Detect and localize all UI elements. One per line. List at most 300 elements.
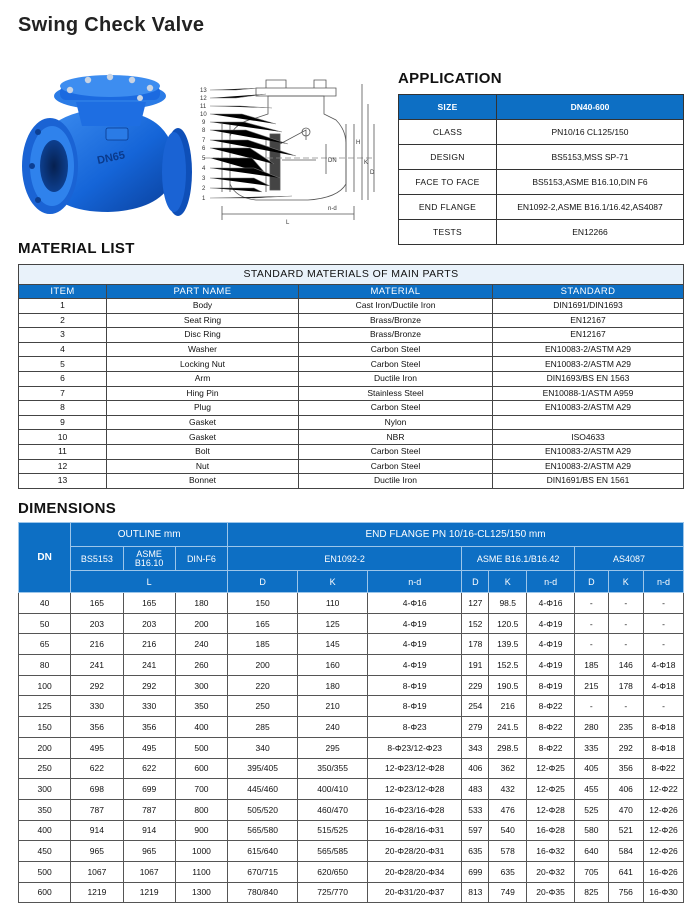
dimension-cell: 8-Φ18 bbox=[644, 737, 684, 758]
dimension-cell: 635 bbox=[462, 841, 489, 862]
callout-2: 2 bbox=[202, 186, 206, 192]
dimension-row bbox=[19, 799, 684, 820]
dimension-cell: 615/640 bbox=[228, 841, 298, 862]
dimension-cell: 455 bbox=[575, 779, 608, 800]
dimension-cell: 900 bbox=[175, 820, 227, 841]
dimension-cell: 597 bbox=[462, 820, 489, 841]
material-row bbox=[19, 401, 684, 416]
dimension-cell: 216 bbox=[123, 634, 175, 655]
dimension-cell: 699 bbox=[462, 861, 489, 882]
dimension-cell: 495 bbox=[71, 737, 123, 758]
dimension-cell: 152 bbox=[462, 613, 489, 634]
dimension-dn-cell: 300 bbox=[19, 779, 71, 800]
dimension-cell: 180 bbox=[298, 675, 368, 696]
dimension-cell: 150 bbox=[228, 593, 298, 614]
material-cell: EN12167 bbox=[493, 313, 684, 328]
callout-6: 6 bbox=[202, 146, 206, 152]
material-cell: 9 bbox=[19, 415, 107, 430]
dimension-cell: 965 bbox=[123, 841, 175, 862]
material-cell: 11 bbox=[19, 444, 107, 459]
dimension-cell: 356 bbox=[71, 717, 123, 738]
application-key: DESIGN bbox=[399, 145, 497, 170]
material-row bbox=[19, 459, 684, 474]
material-cell: Carbon Steel bbox=[299, 459, 493, 474]
dimension-row bbox=[19, 841, 684, 862]
material-cell: Nylon bbox=[299, 415, 493, 430]
dimension-cell: 178 bbox=[608, 675, 644, 696]
dimension-cell: - bbox=[575, 634, 608, 655]
dimension-cell: 525 bbox=[575, 799, 608, 820]
callout-12: 12 bbox=[200, 96, 207, 102]
dim-header-as4087: AS4087 bbox=[575, 547, 684, 571]
material-cell: Ductile Iron bbox=[299, 474, 493, 489]
dimension-cell: 292 bbox=[123, 675, 175, 696]
material-header-cell: ITEM bbox=[19, 285, 107, 299]
dimension-cell: 20-Φ32 bbox=[527, 861, 575, 882]
dimension-cell: 178 bbox=[462, 634, 489, 655]
dim-header-d: D bbox=[228, 571, 298, 593]
dimensions-table bbox=[18, 522, 684, 903]
valve-section-drawing bbox=[196, 74, 386, 232]
dimension-cell: 235 bbox=[608, 717, 644, 738]
dimension-cell: 8-Φ23 bbox=[368, 717, 462, 738]
dimension-cell: 185 bbox=[228, 634, 298, 655]
material-cell: EN10083-2/ASTM A29 bbox=[493, 342, 684, 357]
dim-header-nd: n-d bbox=[527, 571, 575, 593]
callout-1: 1 bbox=[202, 196, 206, 202]
dimension-cell: 641 bbox=[608, 861, 644, 882]
dimension-cell: 12-Φ28 bbox=[527, 799, 575, 820]
material-cell: DIN1691/DIN1693 bbox=[493, 299, 684, 314]
dimension-dn-cell: 400 bbox=[19, 820, 71, 841]
dimension-row bbox=[19, 675, 684, 696]
dimension-cell: 1067 bbox=[123, 861, 175, 882]
dimension-dn-cell: 125 bbox=[19, 696, 71, 717]
dimension-cell: 16-Φ23/16-Φ28 bbox=[368, 799, 462, 820]
dim-label-l: L bbox=[286, 220, 290, 226]
material-cell: 12 bbox=[19, 459, 107, 474]
dimension-cell: 4-Φ19 bbox=[527, 655, 575, 676]
dimension-cell: 914 bbox=[123, 820, 175, 841]
dimension-cell: 165 bbox=[228, 613, 298, 634]
dim-header-nd: n-d bbox=[368, 571, 462, 593]
dimension-cell: 260 bbox=[175, 655, 227, 676]
dim-header-asme-top: ASME bbox=[136, 548, 162, 559]
dimension-cell: 280 bbox=[575, 717, 608, 738]
material-header-row bbox=[19, 285, 684, 299]
callout-4: 4 bbox=[202, 166, 206, 172]
material-cell: Carbon Steel bbox=[299, 342, 493, 357]
dimension-cell: 620/650 bbox=[298, 861, 368, 882]
dimension-cell: 356 bbox=[123, 717, 175, 738]
valve-cast-text: DN65 bbox=[96, 149, 127, 167]
material-cell: Brass/Bronze bbox=[299, 313, 493, 328]
dimension-cell: 4-Φ19 bbox=[527, 634, 575, 655]
dimension-cell: 400 bbox=[175, 717, 227, 738]
material-cell: 6 bbox=[19, 371, 107, 386]
dimension-cell: 16-Φ26 bbox=[644, 861, 684, 882]
application-row bbox=[399, 95, 684, 120]
dimension-cell: - bbox=[644, 696, 684, 717]
dimension-cell: 4-Φ18 bbox=[644, 655, 684, 676]
material-cell bbox=[493, 415, 684, 430]
dimension-cell: 914 bbox=[71, 820, 123, 841]
dimension-cell: 825 bbox=[575, 882, 608, 903]
dimension-cell: 495 bbox=[123, 737, 175, 758]
dimension-cell: 1100 bbox=[175, 861, 227, 882]
dimension-cell: 1219 bbox=[71, 882, 123, 903]
page-title: Swing Check Valve bbox=[18, 14, 205, 36]
dimension-cell: 749 bbox=[489, 882, 527, 903]
dimension-cell: 241 bbox=[71, 655, 123, 676]
application-value: EN1092-2,ASME B16.1/16.42,AS4087 bbox=[497, 195, 684, 220]
dimension-cell: 8-Φ22 bbox=[527, 737, 575, 758]
application-value: PN10/16 CL125/150 bbox=[497, 120, 684, 145]
dimension-cell: 145 bbox=[298, 634, 368, 655]
dimension-cell: 8-Φ19 bbox=[527, 675, 575, 696]
dimension-cell: 210 bbox=[298, 696, 368, 717]
application-key: SIZE bbox=[399, 95, 497, 120]
dimension-row bbox=[19, 655, 684, 676]
dimension-cell: 152.5 bbox=[489, 655, 527, 676]
dimension-cell: 699 bbox=[123, 779, 175, 800]
dimension-cell: 400/410 bbox=[298, 779, 368, 800]
material-row bbox=[19, 357, 684, 372]
dimension-dn-cell: 350 bbox=[19, 799, 71, 820]
dimension-cell: 330 bbox=[123, 696, 175, 717]
material-cell: Washer bbox=[107, 342, 299, 357]
material-cell: DIN1693/BS EN 1563 bbox=[493, 371, 684, 386]
dimension-cell: 241.5 bbox=[489, 717, 527, 738]
material-header-cell: MATERIAL bbox=[299, 285, 493, 299]
dimension-cell: 292 bbox=[71, 675, 123, 696]
dimension-cell: 20-Φ35 bbox=[527, 882, 575, 903]
material-cell: 2 bbox=[19, 313, 107, 328]
material-cell: Hing Pin bbox=[107, 386, 299, 401]
dimension-cell: 185 bbox=[575, 655, 608, 676]
dim-header-k: K bbox=[608, 571, 644, 593]
dimension-cell: 350 bbox=[175, 696, 227, 717]
callout-7: 7 bbox=[202, 138, 206, 144]
application-value: BS5153,ASME B16.10,DIN F6 bbox=[497, 170, 684, 195]
dimension-cell: 4-Φ19 bbox=[368, 634, 462, 655]
dimension-cell: - bbox=[608, 696, 644, 717]
dimension-row bbox=[19, 861, 684, 882]
material-cell: Brass/Bronze bbox=[299, 328, 493, 343]
dimension-cell: 165 bbox=[71, 593, 123, 614]
dimension-cell: 20-Φ28/20-Φ31 bbox=[368, 841, 462, 862]
dimension-cell: 635 bbox=[489, 861, 527, 882]
dimension-cell: 362 bbox=[489, 758, 527, 779]
dimension-cell: 787 bbox=[71, 799, 123, 820]
dimension-dn-cell: 80 bbox=[19, 655, 71, 676]
dimension-cell: 292 bbox=[608, 737, 644, 758]
callout-3: 3 bbox=[202, 176, 206, 182]
application-row bbox=[399, 120, 684, 145]
dim-header-l: L bbox=[71, 571, 228, 593]
dimensions-header-row bbox=[19, 523, 684, 547]
dimension-cell: 330 bbox=[71, 696, 123, 717]
material-cell: EN10083-2/ASTM A29 bbox=[493, 444, 684, 459]
dimension-row bbox=[19, 779, 684, 800]
dimension-cell: 406 bbox=[608, 779, 644, 800]
application-row bbox=[399, 220, 684, 245]
dimension-cell: 16-Φ28 bbox=[527, 820, 575, 841]
material-row bbox=[19, 415, 684, 430]
dim-header-end-flange: END FLANGE PN 10/16-CL125/150 mm bbox=[228, 523, 684, 547]
dimension-cell: 20-Φ31/20-Φ37 bbox=[368, 882, 462, 903]
material-table-title-row bbox=[19, 265, 684, 285]
application-value: EN12266 bbox=[497, 220, 684, 245]
dimension-cell: 125 bbox=[298, 613, 368, 634]
dim-header-d: D bbox=[575, 571, 608, 593]
application-key: END FLANGE bbox=[399, 195, 497, 220]
dimension-cell: 191 bbox=[462, 655, 489, 676]
dimension-cell: 4-Φ19 bbox=[368, 613, 462, 634]
dim-label-d: D bbox=[370, 170, 375, 176]
material-row bbox=[19, 328, 684, 343]
dim-header-asme-flange: ASME B16.1/B16.42 bbox=[462, 547, 575, 571]
material-cell: Gasket bbox=[107, 415, 299, 430]
dimension-cell: 165 bbox=[123, 593, 175, 614]
dimension-row bbox=[19, 634, 684, 655]
dim-header-nd: n-d bbox=[644, 571, 684, 593]
application-table bbox=[398, 94, 684, 245]
dimension-cell: 203 bbox=[123, 613, 175, 634]
dimension-row bbox=[19, 737, 684, 758]
material-row bbox=[19, 386, 684, 401]
dimension-dn-cell: 150 bbox=[19, 717, 71, 738]
dimension-cell: 8-Φ22 bbox=[644, 758, 684, 779]
dimension-cell: 1067 bbox=[71, 861, 123, 882]
dimension-cell: 12-Φ23/12-Φ28 bbox=[368, 758, 462, 779]
dimension-cell: 565/585 bbox=[298, 841, 368, 862]
dim-header-dinf6: DIN-F6 bbox=[175, 547, 227, 571]
dimension-cell: 640 bbox=[575, 841, 608, 862]
dimension-cell: 12-Φ22 bbox=[644, 779, 684, 800]
dim-header-asme-b1610 bbox=[123, 547, 175, 571]
dimension-cell: 515/525 bbox=[298, 820, 368, 841]
dimension-cell: 1219 bbox=[123, 882, 175, 903]
material-table bbox=[18, 264, 684, 489]
material-cell: Body bbox=[107, 299, 299, 314]
dimension-cell: - bbox=[575, 593, 608, 614]
material-cell: Cast Iron/Ductile Iron bbox=[299, 299, 493, 314]
dim-header-d: D bbox=[462, 571, 489, 593]
dimension-cell: - bbox=[608, 613, 644, 634]
dimension-row bbox=[19, 882, 684, 903]
dimension-cell: 146 bbox=[608, 655, 644, 676]
material-cell: NBR bbox=[299, 430, 493, 445]
dimension-cell: 470 bbox=[608, 799, 644, 820]
dimension-row bbox=[19, 613, 684, 634]
dimension-cell: 670/715 bbox=[228, 861, 298, 882]
dimension-cell: 229 bbox=[462, 675, 489, 696]
dimension-cell: - bbox=[608, 593, 644, 614]
dimension-cell: 350/355 bbox=[298, 758, 368, 779]
dimension-cell: 254 bbox=[462, 696, 489, 717]
dimension-cell: 298.5 bbox=[489, 737, 527, 758]
dimension-cell: 127 bbox=[462, 593, 489, 614]
dimension-cell: 406 bbox=[462, 758, 489, 779]
material-cell: Arm bbox=[107, 371, 299, 386]
dimension-cell: 220 bbox=[228, 675, 298, 696]
dimension-cell: 445/460 bbox=[228, 779, 298, 800]
dimension-cell: 813 bbox=[462, 882, 489, 903]
material-header-cell: STANDARD bbox=[493, 285, 684, 299]
dimension-cell: 965 bbox=[71, 841, 123, 862]
dimension-cell: 432 bbox=[489, 779, 527, 800]
dimension-cell: 16-Φ28/16-Φ31 bbox=[368, 820, 462, 841]
material-row bbox=[19, 313, 684, 328]
dimension-cell: 698 bbox=[71, 779, 123, 800]
dimension-cell: 8-Φ18 bbox=[644, 717, 684, 738]
dimension-row bbox=[19, 820, 684, 841]
dim-label-nd: n-d bbox=[328, 206, 337, 212]
dimension-cell: 190.5 bbox=[489, 675, 527, 696]
dimension-cell: 700 bbox=[175, 779, 227, 800]
dimension-cell: 460/470 bbox=[298, 799, 368, 820]
material-row bbox=[19, 430, 684, 445]
callout-5: 5 bbox=[202, 156, 206, 162]
material-cell: 3 bbox=[19, 328, 107, 343]
dimension-cell: - bbox=[575, 613, 608, 634]
dimension-cell: 279 bbox=[462, 717, 489, 738]
material-cell: Disc Ring bbox=[107, 328, 299, 343]
dimension-cell: 780/840 bbox=[228, 882, 298, 903]
dimension-cell: 4-Φ18 bbox=[644, 675, 684, 696]
dimension-cell: 8-Φ22 bbox=[527, 717, 575, 738]
dimension-cell: 356 bbox=[608, 758, 644, 779]
dimension-dn-cell: 250 bbox=[19, 758, 71, 779]
dimension-cell: 240 bbox=[175, 634, 227, 655]
dimension-cell: 215 bbox=[575, 675, 608, 696]
dimension-cell: 8-Φ23/12-Φ23 bbox=[368, 737, 462, 758]
dimension-cell: 120.5 bbox=[489, 613, 527, 634]
material-cell: ISO4633 bbox=[493, 430, 684, 445]
dimension-row bbox=[19, 593, 684, 614]
dimension-dn-cell: 40 bbox=[19, 593, 71, 614]
material-cell: 5 bbox=[19, 357, 107, 372]
material-table-title: STANDARD MATERIALS OF MAIN PARTS bbox=[19, 265, 684, 285]
callout-9: 9 bbox=[202, 120, 206, 126]
dimension-cell: 240 bbox=[298, 717, 368, 738]
material-row bbox=[19, 444, 684, 459]
dimension-cell: 1000 bbox=[175, 841, 227, 862]
material-cell: Carbon Steel bbox=[299, 357, 493, 372]
dimension-cell: 4-Φ19 bbox=[527, 613, 575, 634]
dimension-cell: 340 bbox=[228, 737, 298, 758]
dimension-cell: 4-Φ16 bbox=[527, 593, 575, 614]
dimension-cell: 20-Φ28/20-Φ34 bbox=[368, 861, 462, 882]
dimension-cell: 4-Φ16 bbox=[368, 593, 462, 614]
callout-10: 10 bbox=[200, 112, 207, 118]
dim-header-k: K bbox=[298, 571, 368, 593]
material-cell: Plug bbox=[107, 401, 299, 416]
dimension-cell: 565/580 bbox=[228, 820, 298, 841]
section-title-application: APPLICATION bbox=[398, 70, 502, 87]
dimension-cell: 8-Φ19 bbox=[368, 675, 462, 696]
dimension-cell: - bbox=[644, 634, 684, 655]
dimension-cell: 584 bbox=[608, 841, 644, 862]
dimension-cell: 16-Φ30 bbox=[644, 882, 684, 903]
dimension-cell: 250 bbox=[228, 696, 298, 717]
material-cell: Bolt bbox=[107, 444, 299, 459]
application-value: DN40-600 bbox=[497, 95, 684, 120]
dimension-cell: 800 bbox=[175, 799, 227, 820]
dim-label-h: H bbox=[356, 140, 361, 146]
dimension-cell: 12-Φ26 bbox=[644, 799, 684, 820]
dimension-cell: 200 bbox=[175, 613, 227, 634]
valve-product-illustration bbox=[16, 62, 194, 232]
dimension-cell: - bbox=[575, 696, 608, 717]
material-cell: Nut bbox=[107, 459, 299, 474]
dimension-cell: 521 bbox=[608, 820, 644, 841]
dimension-cell: 200 bbox=[228, 655, 298, 676]
dimension-cell: 4-Φ19 bbox=[368, 655, 462, 676]
material-cell: EN10083-2/ASTM A29 bbox=[493, 459, 684, 474]
application-key: FACE TO FACE bbox=[399, 170, 497, 195]
dimension-cell: 216 bbox=[489, 696, 527, 717]
dimension-cell: 216 bbox=[71, 634, 123, 655]
material-cell: 8 bbox=[19, 401, 107, 416]
material-cell: Bonnet bbox=[107, 474, 299, 489]
dim-header-dn: DN bbox=[19, 523, 71, 593]
dimension-cell: 578 bbox=[489, 841, 527, 862]
application-row bbox=[399, 170, 684, 195]
dimension-cell: 343 bbox=[462, 737, 489, 758]
dimension-cell: - bbox=[608, 634, 644, 655]
dimension-cell: 295 bbox=[298, 737, 368, 758]
material-table-body bbox=[19, 299, 684, 489]
material-cell: Locking Nut bbox=[107, 357, 299, 372]
dimension-row bbox=[19, 758, 684, 779]
material-cell: 10 bbox=[19, 430, 107, 445]
dimension-cell: 8-Φ19 bbox=[368, 696, 462, 717]
material-cell: 1 bbox=[19, 299, 107, 314]
material-row bbox=[19, 371, 684, 386]
material-cell: Stainless Steel bbox=[299, 386, 493, 401]
dimension-cell: 1300 bbox=[175, 882, 227, 903]
material-header-cell: PART NAME bbox=[107, 285, 299, 299]
dimension-cell: 405 bbox=[575, 758, 608, 779]
dimension-cell: 12-Φ23/12-Φ28 bbox=[368, 779, 462, 800]
material-cell: Gasket bbox=[107, 430, 299, 445]
material-cell: EN10083-2/ASTM A29 bbox=[493, 357, 684, 372]
application-key: CLASS bbox=[399, 120, 497, 145]
section-title-dimensions: DIMENSIONS bbox=[18, 500, 117, 517]
dimension-dn-cell: 200 bbox=[19, 737, 71, 758]
dimension-dn-cell: 50 bbox=[19, 613, 71, 634]
callout-8: 8 bbox=[202, 128, 206, 134]
dimension-row bbox=[19, 717, 684, 738]
dimension-cell: 335 bbox=[575, 737, 608, 758]
dimension-cell: 622 bbox=[71, 758, 123, 779]
dimension-cell: 12-Φ26 bbox=[644, 841, 684, 862]
material-cell: DIN1691/BS EN 1561 bbox=[493, 474, 684, 489]
application-row bbox=[399, 195, 684, 220]
dimension-row bbox=[19, 696, 684, 717]
dim-label-k: K bbox=[364, 160, 369, 166]
dimension-cell: 98.5 bbox=[489, 593, 527, 614]
dim-header-asme-bottom: B16.10 bbox=[134, 557, 164, 568]
material-cell: Seat Ring bbox=[107, 313, 299, 328]
dimension-cell: 756 bbox=[608, 882, 644, 903]
dimension-cell: 139.5 bbox=[489, 634, 527, 655]
material-cell: 4 bbox=[19, 342, 107, 357]
application-row bbox=[399, 145, 684, 170]
dimension-cell: 16-Φ32 bbox=[527, 841, 575, 862]
